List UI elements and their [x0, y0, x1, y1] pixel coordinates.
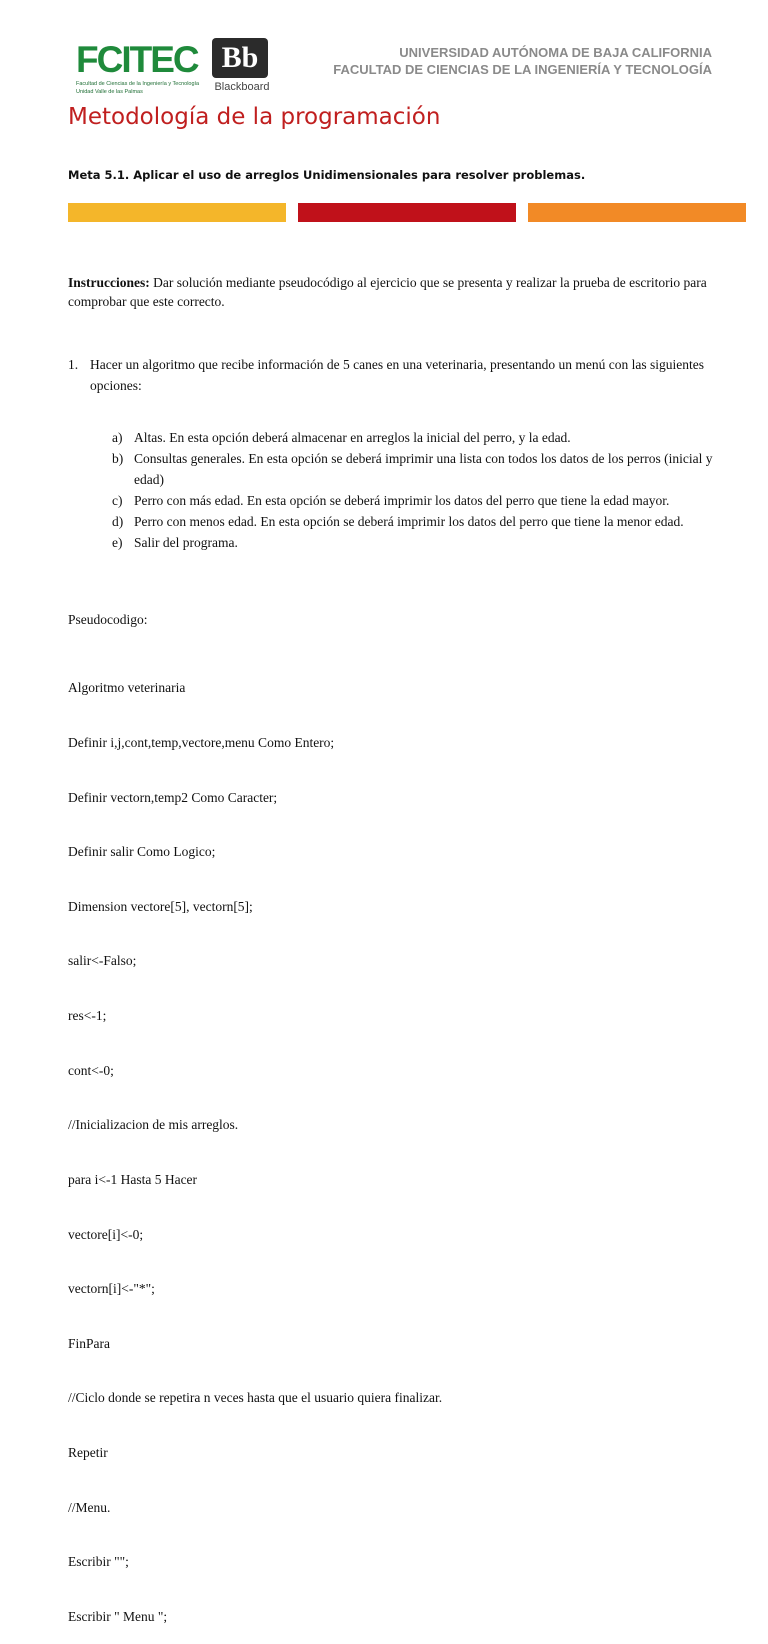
fcitec-logo: [76, 40, 202, 102]
code-line: Repetir: [68, 1444, 108, 1460]
option-label: e): [112, 535, 123, 550]
code-line: Escribir "";: [68, 1554, 129, 1570]
pseudocode-block: [68, 643, 442, 1644]
instructions-label: Instrucciones:: [68, 275, 150, 290]
option-text: Salir del programa.: [134, 535, 238, 550]
option-item: [112, 448, 716, 490]
code-line: res<-1;: [68, 1008, 107, 1024]
divider-bar-orange: [528, 203, 746, 222]
option-item: [112, 490, 716, 511]
code-line: Dimension vectore[5], vectorn[5];: [68, 898, 253, 914]
option-text: Perro con menos edad. En esta opción se deberá imprimir los datos del perro que tiene la menor edad.: [134, 514, 684, 529]
fcitec-logo-subtitle-unit: Unidad Valle de las Palmas: [76, 89, 143, 95]
question-number: 1.: [68, 357, 79, 372]
option-text: Altas. En esta opción deberá almacenar en arreglos la inicial del perro, y la edad.: [134, 430, 571, 445]
question-item: [68, 354, 718, 396]
code-line: Algoritmo veterinaria: [68, 680, 186, 696]
code-line: //Menu.: [68, 1499, 111, 1515]
code-line: Definir vectorn,temp2 Como Caracter;: [68, 789, 278, 805]
option-label: b): [112, 451, 124, 466]
code-line: //Inicializacion de mis arreglos.: [68, 1117, 239, 1133]
faculty-name: FACULTAD DE CIENCIAS DE LA INGENIERÍA Y TECNOLOGÍA: [333, 62, 712, 77]
pseudocode-label: Pseudocodigo:: [68, 612, 148, 627]
fcitec-logo-text: FCITEC: [76, 39, 198, 80]
code-line: para i<-1 Hasta 5 Hacer: [68, 1171, 198, 1187]
code-line: salir<-Falso;: [68, 953, 137, 969]
code-line: Definir i,j,cont,temp,vectore,menu Como Entero;: [68, 735, 335, 751]
question-text: Hacer un algoritmo que recibe información de 5 canes en una veterinaria, presentando un menú con las siguientes opciones:: [90, 357, 705, 393]
instructions: [68, 273, 718, 311]
page-title: Metodología de la programación: [68, 104, 441, 130]
bb-logo-mark: Bb: [212, 38, 268, 78]
option-item: [112, 532, 716, 553]
goal-statement: Meta 5.1. Aplicar el uso de arreglos Unidimensionales para resolver problemas.: [68, 168, 586, 182]
option-label: a): [112, 430, 123, 445]
blackboard-logo: [210, 38, 274, 96]
code-line: vectore[i]<-0;: [68, 1226, 144, 1242]
institution-heading: [333, 44, 712, 78]
university-name: UNIVERSIDAD AUTÓNOMA DE BAJA CALIFORNIA: [399, 45, 712, 60]
code-line: FinPara: [68, 1335, 110, 1351]
code-line: cont<-0;: [68, 1062, 114, 1078]
code-line: //Ciclo donde se repetira n veces hasta que el usuario quiera finalizar.: [68, 1390, 443, 1406]
fcitec-logo-subtitle: Facultad de Ciencias de la Ingeniería y Tecnología: [76, 81, 200, 87]
option-item: [112, 427, 716, 448]
code-line: Definir salir Como Logico;: [68, 844, 216, 860]
option-text: Perro con más edad. En esta opción se deberá imprimir los datos del perro que tiene la edad mayor.: [134, 493, 670, 508]
instructions-text: Dar solución mediante pseudocódigo al ejercicio que se presenta y realizar la prueba de escritorio para comprobar que este correcto.: [68, 275, 707, 309]
code-line: vectorn[i]<-"*";: [68, 1281, 155, 1297]
options-list: [112, 427, 716, 553]
option-text: Consultas generales. En esta opción se deberá imprimir una lista con todos los datos de los perros (inicial y edad): [134, 451, 713, 487]
option-item: [112, 511, 716, 532]
code-line: Escribir " Menu ";: [68, 1608, 168, 1624]
divider-bar-yellow: [68, 203, 286, 222]
option-label: d): [112, 514, 124, 529]
divider-bar-red: [298, 203, 516, 222]
bb-logo-label: Blackboard: [214, 81, 270, 93]
option-label: c): [112, 493, 123, 508]
